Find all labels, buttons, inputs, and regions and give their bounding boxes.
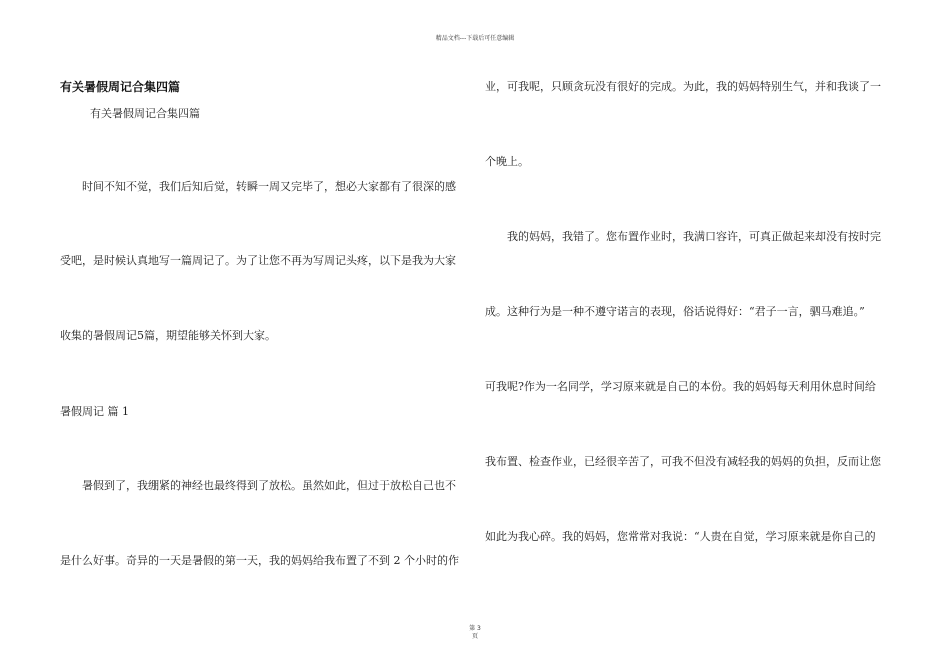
- document-title: 有关暑假周记合集四篇: [60, 80, 181, 94]
- paragraph-line: 业，可我呢，只顾贪玩没有很好的完成。为此，我的妈妈特别生气，并和我谈了一: [485, 80, 881, 93]
- paragraph-line: 如此为我心碎。我的妈妈，您常常对我说：“人贵在自觉，学习原来就是你自己的: [485, 530, 876, 543]
- paragraph-line: 收集的暑假周记5篇，期望能够关怀到大家。: [60, 329, 276, 342]
- paragraph-line: 成。这种行为是一种不遵守诺言的表现，俗话说得好：“君子一言，驷马难追。”: [485, 305, 865, 318]
- paragraph-line: 我的妈妈，我错了。您布置作业时，我满口容许，可真正做起来却没有按时完: [507, 230, 881, 243]
- paragraph-line: 个晚上。: [485, 155, 529, 168]
- paragraph-line: 暑假到了，我绷紧的神经也最终得到了放松。虽然如此，但过于放松自己也不: [82, 479, 456, 492]
- paragraph-line: 我布置、检查作业，已经很辛苦了，可我不但没有减轻我的妈妈的负担，反而让您: [485, 455, 881, 468]
- document-subtitle: 有关暑假周记合集四篇: [90, 107, 200, 120]
- paragraph-line: 是什么好事。奇异的一天是暑假的第一天，我的妈妈给我布置了不到 2 个小时的作: [60, 554, 459, 567]
- paragraph-line: 可我呢?作为一名同学，学习原来就是自己的本份。我的妈妈每天利用休息时间给: [485, 380, 876, 393]
- paragraph-line: 受吧，是时候认真地写一篇周记了。为了让您不再为写周记头疼，以下是我为大家: [60, 254, 456, 267]
- page-number-label: 第 3: [469, 625, 481, 632]
- section-heading: 暑假周记 篇 1: [60, 405, 129, 418]
- page-number: [445, 625, 505, 641]
- page-header: 精品文档---下载后可任意编辑: [435, 35, 515, 42]
- page-number-unit: 页: [471, 633, 478, 640]
- paragraph-line: 时间不知不觉，我们后知后觉，转瞬一周又完毕了，想必大家都有了很深的感: [82, 180, 456, 193]
